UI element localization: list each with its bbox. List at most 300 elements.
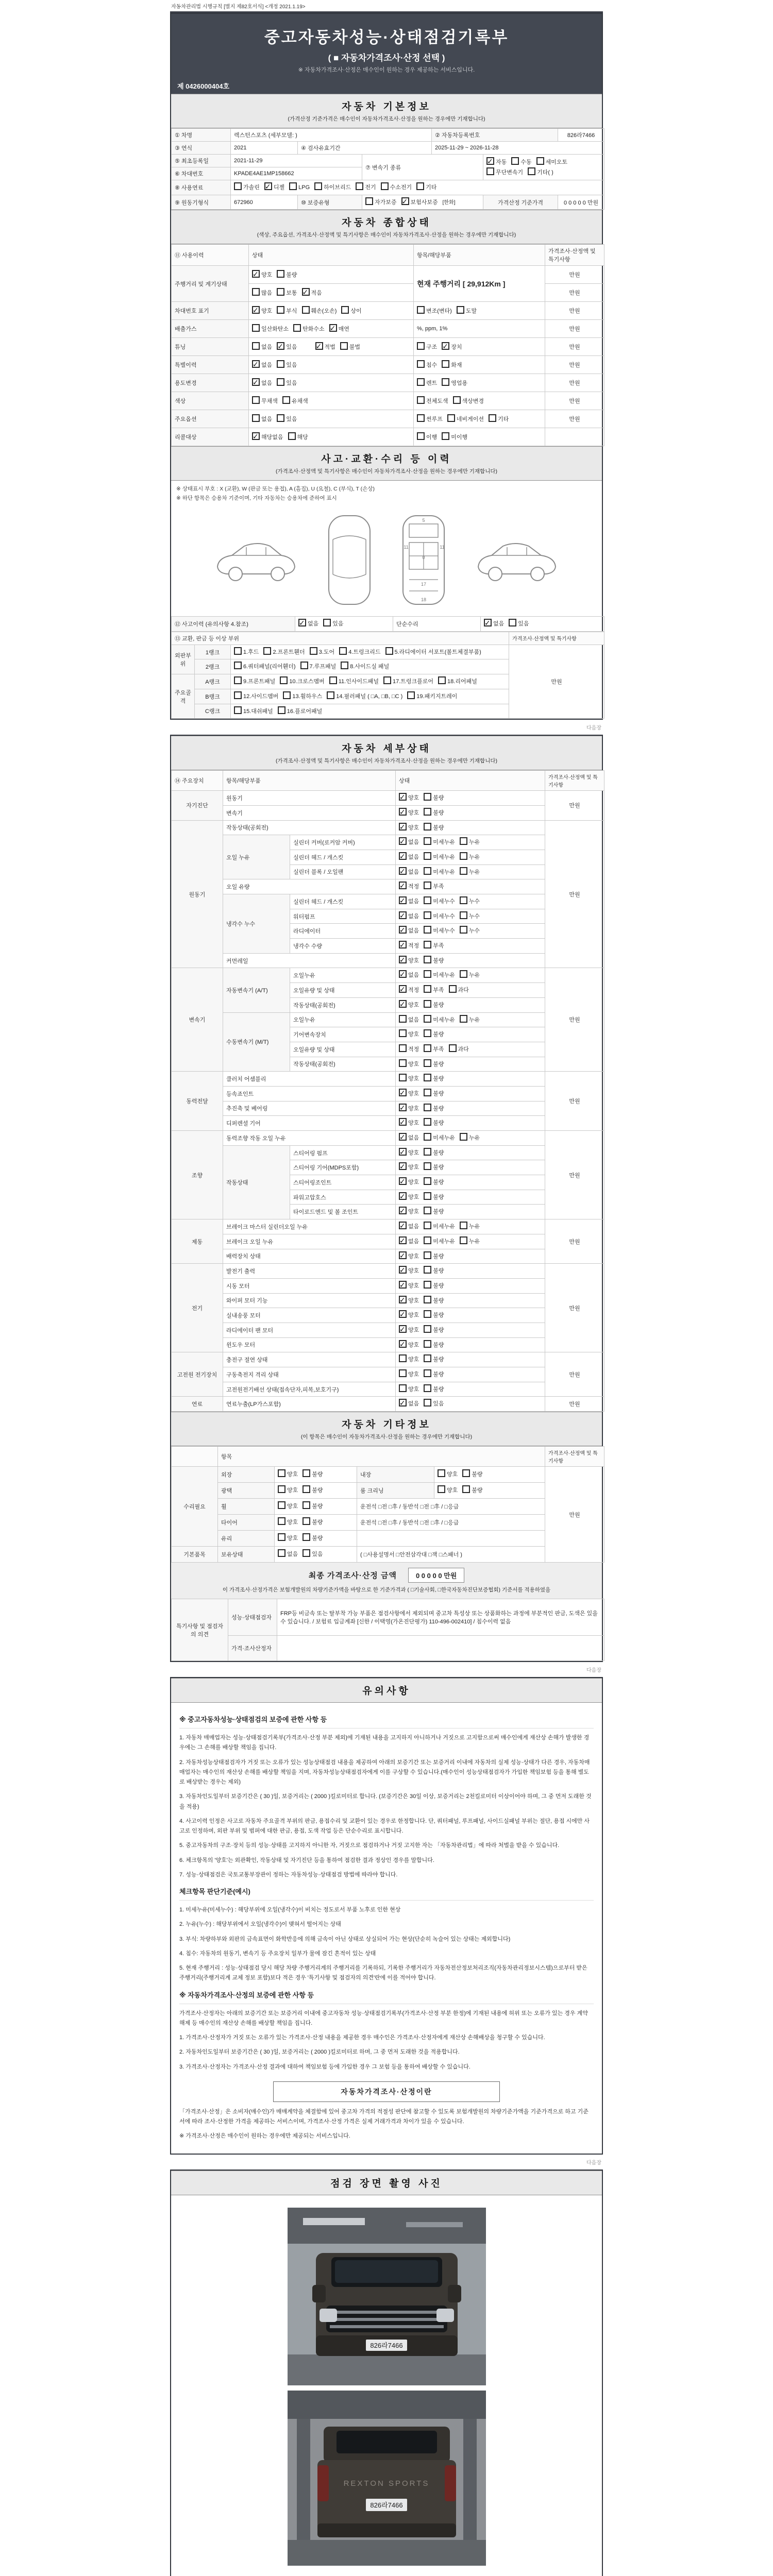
checked-box-icon xyxy=(252,270,260,278)
state-checks xyxy=(396,924,545,939)
inspection-photo-rear xyxy=(288,2391,486,2566)
column-header: 항목 xyxy=(218,1447,545,1467)
table-row xyxy=(172,392,604,410)
checkbox-option: 16.플로어패널 xyxy=(278,706,322,717)
checkbox-option: ✓ 장치 xyxy=(442,342,462,352)
notice-list xyxy=(179,1733,594,1880)
panel-group-label: 주요골격 xyxy=(172,674,195,719)
checked-box-icon xyxy=(399,985,407,993)
checkbox-option: 불량 xyxy=(303,1485,323,1496)
criteria-list xyxy=(179,1905,594,1984)
device-group-label: 고전원 전기장치 xyxy=(172,1352,223,1397)
checkbox-option: 무단변속기 xyxy=(486,167,523,178)
vin-label: ⑥ 차대번호 xyxy=(172,167,231,180)
item-label: 내장 xyxy=(357,1467,434,1483)
empty-box-icon xyxy=(424,926,431,934)
state-checks xyxy=(396,983,545,998)
empty-box-icon xyxy=(438,676,446,684)
device-group-label: 변속기 xyxy=(172,968,223,1072)
section-note: (가격조사·산정액 및 특기사항은 매수인이 자동차가격조사·산정을 원하는 경우에만 기재합니다) xyxy=(276,758,497,765)
item-label: 오일누유 xyxy=(290,968,396,983)
state-checks xyxy=(249,266,414,284)
empty-box-icon xyxy=(417,360,425,368)
checkbox-option: ✓ 없음 xyxy=(399,1133,419,1143)
empty-box-icon xyxy=(449,985,457,993)
notice-list xyxy=(179,2033,594,2072)
notice-item: 2. 자동차인도일부터 보증기간은 ( 30 )일, 보증거리는 ( 2000 )킬로미터로 하며, 그 중 먼저 도래한 것을 적용합니다. xyxy=(179,2049,460,2056)
item-label: 실린더 헤드 / 개스킷 xyxy=(290,850,396,865)
inspector-role: 성능·상태점검자 xyxy=(228,1599,277,1636)
empty-box-icon xyxy=(234,706,242,714)
item-label: 변속기 xyxy=(223,805,396,820)
empty-box-icon xyxy=(341,662,348,669)
item-label: 스티어링조인트 xyxy=(290,1175,396,1190)
checkbox-option: 양호 xyxy=(399,1354,419,1365)
checkbox-option: 하이브리드 xyxy=(314,182,351,193)
empty-box-icon xyxy=(277,378,284,386)
empty-box-icon xyxy=(339,647,347,655)
empty-box-icon xyxy=(424,1104,431,1111)
state-checks xyxy=(396,1057,545,1072)
checkbox-option: ✓ 양호 xyxy=(399,1296,419,1306)
report-page xyxy=(170,0,603,2576)
checkbox-option: 12.사이드멤버 xyxy=(234,691,278,702)
checkbox-option: 기타 xyxy=(416,182,436,193)
item-label: 라디에이터 xyxy=(290,924,396,939)
price-cell: 만원 xyxy=(545,302,604,320)
item-label: 파워고압호스 xyxy=(290,1190,396,1205)
state-checks xyxy=(396,1278,545,1293)
table-row xyxy=(172,1072,604,1087)
checked-box-icon xyxy=(399,852,407,860)
checkbox-option: 양호 xyxy=(399,1029,419,1040)
accident-history-label: ⑫ 사고이력 (유의사항 4.참조) xyxy=(172,617,295,632)
next-page-label: 다음장 xyxy=(586,2160,601,2166)
checkbox-option: 13.휠하우스 xyxy=(283,691,322,702)
checkbox-option: 있음 xyxy=(509,619,529,629)
empty-box-icon xyxy=(424,1133,431,1141)
empty-box-icon xyxy=(300,662,308,669)
checkbox-option: ✓ 양호 xyxy=(399,823,419,833)
table-row xyxy=(172,195,604,210)
checkbox-option: ✓ 양호 xyxy=(399,1281,419,1291)
state-checks xyxy=(275,1531,357,1547)
checked-box-icon xyxy=(486,157,494,165)
empty-box-icon xyxy=(356,182,363,190)
panel-checks xyxy=(231,645,509,659)
state-checks xyxy=(396,1367,545,1382)
checkbox-option: ✓ 양호 xyxy=(399,1177,419,1188)
empty-box-icon xyxy=(424,1192,431,1200)
notice-item: 4. 침수: 자동차의 원동기, 변속기 등 주요장치 일부가 물에 잠긴 흔적이 있는 상태 xyxy=(179,1950,376,1957)
item-label: 충전구 절연 상태 xyxy=(223,1352,396,1367)
empty-box-icon xyxy=(234,662,242,669)
checkbox-option: 부족 xyxy=(424,941,444,951)
state-checks xyxy=(396,1012,545,1027)
device-group-label: 자기진단 xyxy=(172,791,223,820)
checkbox-option: ✓ 양호 xyxy=(399,1118,419,1128)
state-checks xyxy=(396,1308,545,1323)
table-row xyxy=(172,1293,604,1308)
empty-box-icon xyxy=(278,1501,285,1509)
empty-box-icon xyxy=(460,970,467,978)
checkbox-option: 전체도색 xyxy=(417,396,448,406)
checkbox-option: 기타( ) xyxy=(528,167,553,178)
checkbox-option: LPG xyxy=(289,182,310,193)
checkbox-option: 미세누유 xyxy=(424,1133,455,1143)
checkbox-option: 불량 xyxy=(303,1517,323,1528)
next-page-label: 다음장 xyxy=(586,1668,601,1674)
checkbox-option: ✓ 없음 xyxy=(399,1236,419,1247)
price-cell: 만원 xyxy=(545,392,604,410)
empty-box-icon xyxy=(424,970,431,978)
opinion-label: 특기사항 및 점검자의 의견 xyxy=(172,1599,228,1661)
item-label: 추진축 및 베어링 xyxy=(223,1101,396,1116)
checkbox-option: 미세누유 xyxy=(424,852,455,862)
price-cell: 만원 xyxy=(509,645,604,718)
checked-box-icon xyxy=(399,911,407,919)
state-checks xyxy=(275,1499,357,1515)
checkbox-option: 가솔린 xyxy=(234,182,260,193)
checked-box-icon xyxy=(329,324,337,332)
checkbox-option: 기타 xyxy=(489,414,509,425)
panel-checks xyxy=(231,689,509,704)
year-value: 2021 xyxy=(231,142,298,155)
checkbox-option: ✓ 없음 xyxy=(399,896,419,907)
checked-box-icon xyxy=(264,182,272,190)
checkbox-option: 양호 xyxy=(438,1485,458,1496)
empty-box-icon xyxy=(424,793,431,801)
checkbox-option: ✓ 적정 xyxy=(399,941,419,951)
column-header: ⑪ 사용이력 xyxy=(172,245,249,266)
checked-box-icon xyxy=(442,342,449,350)
empty-box-icon xyxy=(278,1485,285,1493)
empty-box-icon xyxy=(424,1059,431,1067)
checkbox-option: 불량 xyxy=(424,1177,444,1188)
serial-number: 제 0426000404호 xyxy=(177,82,230,90)
state-checks xyxy=(396,1160,545,1175)
empty-box-icon xyxy=(310,647,317,655)
checked-box-icon xyxy=(399,1133,407,1141)
checkbox-option: 있음 xyxy=(277,414,297,425)
empty-box-icon xyxy=(399,1384,407,1392)
inspection-value: 2025-11-29 ~ 2026-11-28 xyxy=(432,142,604,155)
year-label: ③ 연식 xyxy=(172,142,231,155)
price-cell: 만원 xyxy=(545,410,604,428)
table-row xyxy=(172,142,604,155)
checkbox-option: ✓ 적법 xyxy=(315,342,335,352)
checkbox-option: 미세누수 xyxy=(424,911,455,922)
checkbox-option: 9.프론트패널 xyxy=(234,676,275,687)
state-checks xyxy=(249,392,414,410)
checkbox-option: 불량 xyxy=(424,1148,444,1158)
panel-group-label: 외판부위 xyxy=(172,645,195,674)
state-checks xyxy=(396,1397,545,1412)
table-row xyxy=(172,1382,604,1397)
table-row xyxy=(172,894,604,909)
checked-box-icon xyxy=(399,1162,407,1170)
item-label: 구동축전지 격리 상태 xyxy=(223,1367,396,1382)
empty-box-icon xyxy=(277,270,284,278)
checkbox-option: 부족 xyxy=(424,985,444,995)
empty-box-icon xyxy=(399,1044,407,1052)
table-row xyxy=(172,645,604,659)
criteria-title: 체크항목 판단기준(예시) xyxy=(179,1886,594,1901)
notice-subtitle: ※ 자동차가격조사·산정의 보증에 관한 사항 등 xyxy=(179,1990,594,2004)
item-label: 배력장치 상태 xyxy=(223,1249,396,1264)
empty-box-icon xyxy=(424,808,431,816)
empty-box-icon xyxy=(383,676,391,684)
item-label: 원동기 xyxy=(223,791,396,806)
checkbox-option: 양호 xyxy=(399,1074,419,1084)
column-header: 가격조사·산정액 및 특기사항 xyxy=(545,771,604,791)
empty-box-icon xyxy=(277,360,284,368)
row-label: 차대번호 표기 xyxy=(172,302,249,320)
notice-item: 3. 가격조사·산정자는 가격조사·산정 결과에 대하여 책임보험 등에 가입한 경우 그 보험 등을 통하여 배상할 수 있습니다. xyxy=(179,2063,470,2070)
checkbox-option: ✓ 양호 xyxy=(399,808,419,818)
price-cell: 만원 xyxy=(545,1072,604,1131)
checkbox-option: 있음 xyxy=(303,1549,323,1560)
empty-box-icon xyxy=(442,360,449,368)
checkbox-option: ✓ 매연 xyxy=(329,324,349,334)
state-checks xyxy=(396,820,545,835)
car-frame-diagram xyxy=(399,513,448,608)
checkbox-option: ✓ 없음 xyxy=(252,360,272,370)
checkbox-option: 불량 xyxy=(424,1162,444,1173)
car-side-right-diagram xyxy=(473,535,561,586)
panel-checks xyxy=(231,674,509,689)
checkbox-option: 전기 xyxy=(356,182,376,193)
checkbox-option: ✓ 보험사보증 xyxy=(401,197,438,208)
table-row xyxy=(172,1012,604,1027)
appraiser-comment xyxy=(277,1636,604,1661)
checkbox-option: 많음 xyxy=(252,288,272,298)
checkbox-option: 미세누유 xyxy=(424,837,455,848)
empty-box-icon xyxy=(424,985,431,993)
item-label: 등속죠인트 xyxy=(223,1086,396,1101)
empty-box-icon xyxy=(424,1340,431,1348)
table-row xyxy=(172,1101,604,1116)
checkbox-option: 양호 xyxy=(399,1059,419,1070)
empty-box-icon xyxy=(424,911,431,919)
empty-box-icon xyxy=(288,432,296,440)
checkbox-option: 양호 xyxy=(399,1369,419,1380)
checkbox-option: 과다 xyxy=(449,1044,469,1055)
accident-history-row xyxy=(171,616,604,632)
empty-box-icon xyxy=(278,706,285,714)
empty-box-icon xyxy=(399,1354,407,1362)
notice-paragraph: 가격조사·산정자는 아래의 보증기간 또는 보증거리 이내에 중고자동차 성능·상태점검기록부(가격조사·산정 부분 한정)에 기재된 내용에 허위 또는 오류가 있는 경우 계약 해제 등 매수인의 재산상 손해를 배상할 책임을 집니다. xyxy=(179,2010,588,2026)
checkbox-option: 불량 xyxy=(303,1469,323,1480)
empty-box-icon xyxy=(460,1236,467,1244)
item-label: 작동상태(공회전) xyxy=(290,1057,396,1072)
checkbox-option: 불량 xyxy=(303,1501,323,1512)
item-cell xyxy=(414,428,545,446)
price-header: 가격조사·산정액 및 특기사항 xyxy=(509,632,604,645)
legend-line: ※ 하단 항목은 승용차 기준이며, 기타 자동차는 승용차에 준하여 표시 xyxy=(176,495,337,502)
state-checks xyxy=(275,1467,357,1483)
panel-checks xyxy=(231,659,509,674)
checkbox-option: 미세누유 xyxy=(424,1236,455,1247)
checkbox-option: 탄화수소 xyxy=(293,324,325,334)
checkbox-option: 1.후드 xyxy=(234,647,259,657)
price-cell: 만원 xyxy=(545,374,604,392)
empty-box-icon xyxy=(424,852,431,860)
checkbox-option: 누유 xyxy=(460,1133,480,1143)
checked-box-icon xyxy=(399,896,407,904)
table-row xyxy=(172,1116,604,1131)
row-label: 주요옵션 xyxy=(172,410,249,428)
table-row xyxy=(172,1264,604,1279)
empty-box-icon xyxy=(407,691,415,699)
empty-box-icon xyxy=(263,647,271,655)
state-checks xyxy=(396,939,545,954)
table-row xyxy=(172,835,604,850)
state-checks xyxy=(249,428,414,446)
table-row xyxy=(172,1367,604,1382)
checkbox-option: 10.크로스멤버 xyxy=(280,676,324,687)
state-checks xyxy=(396,1190,545,1205)
checkbox-option: 불량 xyxy=(424,1089,444,1099)
item-label: 실린더 커버(로커암 커버) xyxy=(290,835,396,850)
state-checks xyxy=(249,284,414,302)
checkbox-option: 세미오토 xyxy=(536,157,568,167)
notice-item: 5. 현재 주행거리 : 성능·상태점검 당시 해당 차량 주행거리계의 주행거리를 기록하되, 기록한 주행거리가 자동차전산정보처리조직(자동차관리정보시스템)으로부터 받은 주행거리(주행거리계 교체 정보 포함)보다 적은 경우 '특기사항 및 점검자의 의견'란에 이를 적어야 합니다. xyxy=(179,1965,587,1981)
checked-box-icon xyxy=(399,1000,407,1008)
checkbox-option: 불량 xyxy=(462,1469,482,1480)
empty-box-icon xyxy=(424,1015,431,1023)
state-checks xyxy=(396,1352,545,1367)
table-row xyxy=(172,302,604,320)
empty-box-icon xyxy=(323,619,331,626)
state-checks xyxy=(396,850,545,865)
empty-box-icon xyxy=(327,691,334,699)
empty-box-icon xyxy=(528,167,535,175)
empty-box-icon xyxy=(283,691,291,699)
rank-label: C랭크 xyxy=(195,704,231,719)
empty-box-icon xyxy=(278,1517,285,1525)
engine-type-value: 672960 xyxy=(231,195,298,210)
state-checks xyxy=(434,1483,545,1499)
checked-box-icon xyxy=(399,837,407,845)
table-row xyxy=(172,338,604,356)
section-title: 자동차 기타정보 xyxy=(342,1419,431,1431)
item-label: 스티어링 펌프 xyxy=(290,1145,396,1160)
appraiser-role: 가격·조사산정자 xyxy=(228,1636,277,1661)
checkbox-option: ✓ 양호 xyxy=(399,1104,419,1114)
notice-subtitle: ※ 중고자동차성능·상태점검의 보증에 관한 사항 등 xyxy=(179,1714,594,1728)
table-row xyxy=(172,1499,604,1515)
checkbox-option: ✓ 양호 xyxy=(399,1251,419,1262)
diagram-part-number: 17 xyxy=(421,582,427,587)
state-checks xyxy=(275,1547,357,1563)
item-label: 룸 크리닝 xyxy=(357,1483,434,1499)
checkbox-option: 없음 xyxy=(399,1015,419,1025)
section-note: (가격조사·산정액 및 특기사항은 매수인이 자동차가격조사·산정을 원하는 경우에만 기재합니다) xyxy=(276,468,497,475)
device-group-label: 동력전달 xyxy=(172,1072,223,1131)
checkbox-option: 불량 xyxy=(424,1118,444,1128)
checkbox-option: 불량 xyxy=(424,823,444,833)
empty-box-icon xyxy=(234,182,242,190)
item-cell: 현재 주행거리 [ 29,912Km ] xyxy=(414,266,545,302)
empty-box-icon xyxy=(417,414,425,422)
checked-box-icon xyxy=(252,306,260,314)
column-header: ⑭ 주요장치 xyxy=(172,771,223,791)
empty-box-icon xyxy=(340,342,348,350)
transmission-options xyxy=(483,155,604,180)
rank-label: 1랭크 xyxy=(195,645,231,659)
empty-box-icon xyxy=(303,1469,310,1477)
checkbox-option: 없음 xyxy=(252,342,272,352)
checkbox-option: 15.대쉬패널 xyxy=(234,706,273,717)
table-row xyxy=(172,1337,604,1352)
checkbox-option: 양호 xyxy=(278,1469,298,1480)
section-detail xyxy=(171,736,602,770)
price-cell: 만원 xyxy=(545,338,604,356)
checkbox-option: 수동 xyxy=(511,157,531,167)
checkbox-option: 화재 xyxy=(442,360,462,370)
basic-info-table xyxy=(171,128,604,210)
checkbox-option: ✓ 없음 xyxy=(399,926,419,936)
empty-box-icon xyxy=(424,1044,431,1052)
checkbox-option: 자가보증 xyxy=(365,197,397,208)
empty-box-icon xyxy=(424,1000,431,1008)
inspection-label: ④ 검사유효기간 xyxy=(298,142,432,155)
legend-line: ※ 상태표시 부호 : X (교환), W (판금 또는 용접), A (흠집), U (요철), C (부식), T (손상) xyxy=(176,486,375,493)
checkbox-option: 누수 xyxy=(460,911,480,922)
table-row xyxy=(172,820,604,835)
empty-box-icon xyxy=(462,1485,470,1493)
table-row xyxy=(172,428,604,446)
state-checks xyxy=(396,879,545,894)
table-row xyxy=(172,617,604,632)
checkbox-option: ✓ 없음 xyxy=(399,852,419,862)
state-checks xyxy=(396,1323,545,1337)
item-label: 디퍼렌셜 기어 xyxy=(223,1116,396,1131)
checked-box-icon xyxy=(399,1192,407,1200)
state-checks xyxy=(275,1483,357,1499)
empty-box-icon xyxy=(438,1469,445,1477)
checkbox-option: ✓ 없음 xyxy=(399,970,419,980)
state-checks xyxy=(396,968,545,983)
checkbox-option: 불량 xyxy=(424,1325,444,1335)
checked-box-icon xyxy=(302,288,310,296)
state-checks xyxy=(396,953,545,968)
empty-box-icon xyxy=(280,676,288,684)
header-row xyxy=(172,245,604,266)
table-row xyxy=(172,1278,604,1293)
checkbox-option: 도말 xyxy=(457,306,477,316)
checkbox-option: 5.라디에이터 서포트(볼트체결부품) xyxy=(385,647,481,657)
etc-group-label: 수리필요 xyxy=(172,1467,218,1547)
empty-box-icon xyxy=(447,414,455,422)
device-group-label: 조향 xyxy=(172,1131,223,1219)
empty-box-icon xyxy=(303,1533,310,1541)
checkbox-option: 양호 xyxy=(399,1384,419,1395)
checkbox-option: 보통 xyxy=(277,288,297,298)
price-cell: 만원 xyxy=(545,1397,604,1412)
row-label: 주행거리 및 계기상태 xyxy=(172,266,249,302)
empty-box-icon xyxy=(462,1469,470,1477)
exchange-panel-table xyxy=(171,632,602,719)
first-reg-value: 2021-11-29 xyxy=(231,155,362,167)
checkbox-option: 양호 xyxy=(278,1517,298,1528)
checked-box-icon xyxy=(399,1325,407,1333)
diagram-part-number: 11 xyxy=(404,545,409,550)
item-label: 타이로드엔드 및 볼 조인트 xyxy=(290,1205,396,1219)
state-checks xyxy=(396,1027,545,1042)
column-header: 상태 xyxy=(249,245,414,266)
